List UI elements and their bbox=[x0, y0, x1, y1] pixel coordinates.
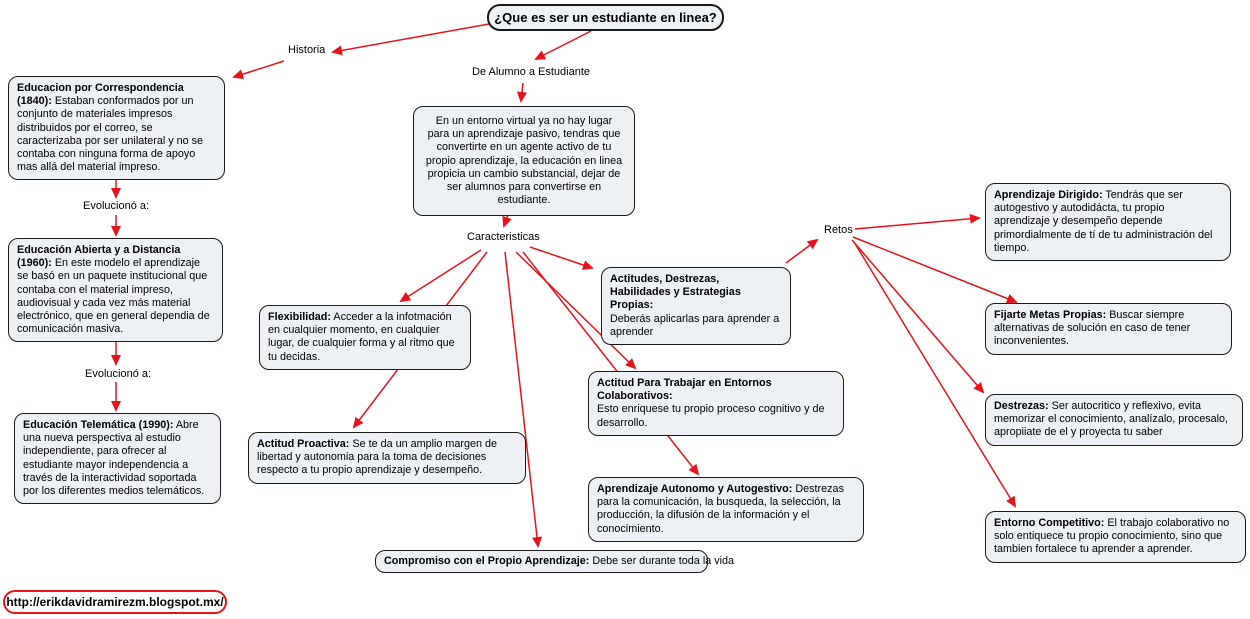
node-title: Educacion por Correspondencia (1840): bbox=[17, 82, 184, 108]
node-fijarte-metas[interactable] bbox=[985, 303, 1232, 355]
arrow-title-to-de-alumno bbox=[536, 31, 591, 59]
node-body: El trabajo colaborativo no solo entiquece tu propio conocimiento, sino que tambien fortalece tu aprender a aprender. bbox=[994, 517, 1230, 556]
node-actitud-proactiva[interactable] bbox=[248, 432, 526, 484]
node-title: Flexibilidad: bbox=[268, 311, 331, 323]
node-title: Aprendizaje Autonomo y Autogestivo: bbox=[597, 483, 793, 495]
node-title: Educación Abierta y a Distancia (1960): bbox=[17, 244, 181, 270]
node-body: Acceder a la infotmación en cualquier momento, en cualquier lugar, de cualquier forma y al ritmo que tu decidas. bbox=[268, 311, 455, 363]
node-body: Ser autocritico y reflexivo, evita memorizar el conocimiento, analízalo, procesalo, apropiiate de el y proyecta tu saber bbox=[994, 400, 1229, 439]
arrow-de-alumno-to-entorno-virtual bbox=[521, 83, 523, 101]
arrow-caracteristicas-to-compromiso bbox=[505, 252, 538, 546]
arrow-actitudes-to-retos bbox=[786, 240, 817, 263]
node-body: Abre una nueva perspectiva al estudio independiente, para ofrecer al estudiante mayor independencia a través de la interactividad soportada por los diferentes medios telemáticos. bbox=[23, 419, 205, 497]
node-title: Actitud Para Trabajar en Entornos Colaborativos: bbox=[597, 377, 772, 403]
node-title: Educación Telemática (1990): bbox=[23, 419, 174, 431]
node-body: Esto enriquese tu propio proceso cognitivo y de desarrollo. bbox=[597, 403, 825, 429]
node-body: Tendrás que ser autogestivo y autodidácta, tu propio aprendizaje y desempeño depende primordialmente de tí de tu administración del tiempo. bbox=[994, 189, 1213, 254]
node-flexibilidad[interactable] bbox=[259, 305, 471, 370]
node-aprendizaje-dirigido[interactable] bbox=[985, 183, 1231, 261]
map-title[interactable]: ¿Que es ser un estudiante en linea? bbox=[487, 4, 724, 31]
label-evoluciono-a-2[interactable]: Evolucionó a: bbox=[85, 368, 152, 380]
label-evoluciono-a-1[interactable]: Evolucionó a: bbox=[83, 200, 150, 212]
node-compromiso[interactable] bbox=[375, 550, 735, 573]
node-educacion-correspondencia[interactable] bbox=[8, 76, 225, 180]
node-entorno-competitivo[interactable] bbox=[985, 511, 1246, 563]
node-body: Se te da un amplio margen de libertad y autonomia para la toma de decisiones respecto a tu propio aprendizaje y desempeño. bbox=[257, 438, 498, 477]
label-retos[interactable]: Retos bbox=[824, 224, 853, 236]
blog-url[interactable]: http://erikdavidramirezm.blogspot.mx/ bbox=[3, 590, 227, 614]
arrow-retos-to-entorno-competitivo bbox=[854, 242, 1015, 506]
node-educacion-abierta-distancia[interactable] bbox=[8, 238, 223, 342]
arrow-retos-to-destrezas bbox=[852, 240, 983, 392]
node-title: Fijarte Metas Propias: bbox=[994, 309, 1107, 321]
label-historia[interactable]: Historia bbox=[288, 44, 326, 56]
node-actitudes-destrezas-habilidades[interactable] bbox=[601, 267, 791, 345]
node-title: Destrezas: bbox=[994, 400, 1049, 412]
arrow-title-to-historia bbox=[333, 24, 489, 52]
arrow-caracteristicas-to-actitudes bbox=[530, 247, 592, 268]
node-body: En un entorno virtual ya no hay lugar para un aprendizaje pasivo, tendras que convertirte en un agente activo de tu propio aprendizaje, la educación en linea propicia un cambio substancial, dejar de ser alumnos para convertirse en estudiante. bbox=[425, 115, 623, 207]
node-title: Compromiso con el Propio Aprendizaje: bbox=[384, 555, 590, 567]
node-title: Actitud Proactiva: bbox=[257, 438, 350, 450]
node-body: Deberás aplicarlas para aprender a aprender bbox=[610, 312, 780, 338]
node-aprendizaje-autonomo[interactable] bbox=[588, 477, 864, 542]
node-title: Entorno Competitivo: bbox=[994, 517, 1105, 529]
node-educacion-telematica[interactable] bbox=[14, 413, 221, 504]
node-body: Buscar siempre alternativas de solución en caso de tener inconvenientes. bbox=[994, 309, 1191, 348]
arrow-caracteristicas-to-flexibilidad bbox=[401, 250, 481, 301]
label-caracteristicas[interactable]: Caracteristicas bbox=[467, 231, 540, 243]
node-entornos-colaborativos[interactable] bbox=[588, 371, 844, 436]
label-de-alumno-a-estudiante[interactable]: De Alumno a Estudiante bbox=[472, 66, 591, 78]
arrow-retos-to-dirigido bbox=[855, 218, 979, 229]
node-body: Estaban conformados por un conjunto de materiales impresos distribuidos por el correo, se caracterizaba por ser unilateral y no se contaba con ninguna forma de apoyo mas allá del material impreso. bbox=[17, 95, 204, 174]
node-title: Aprendizaje Dirigido: bbox=[994, 189, 1103, 201]
node-title: Actitudes, Destrezas, Habilidades y Estrategias Propias: bbox=[610, 273, 741, 312]
node-entorno-virtual[interactable] bbox=[413, 106, 635, 216]
node-body: En este modelo el aprendizaje se basó en un paquete institucional que contaba con el material impreso, audiovisual y cada vez más material electrónico, que en general dependia de comunicación masiva. bbox=[17, 257, 210, 336]
node-body: Debe ser durante toda la vida bbox=[592, 555, 735, 567]
node-body: Destrezas para la comunicación, la busqueda, la selección, la producción, la difusión de la información y el conocimiento. bbox=[597, 483, 844, 535]
node-destrezas[interactable] bbox=[985, 394, 1243, 446]
arrow-historia-to-correspondencia bbox=[234, 61, 284, 77]
